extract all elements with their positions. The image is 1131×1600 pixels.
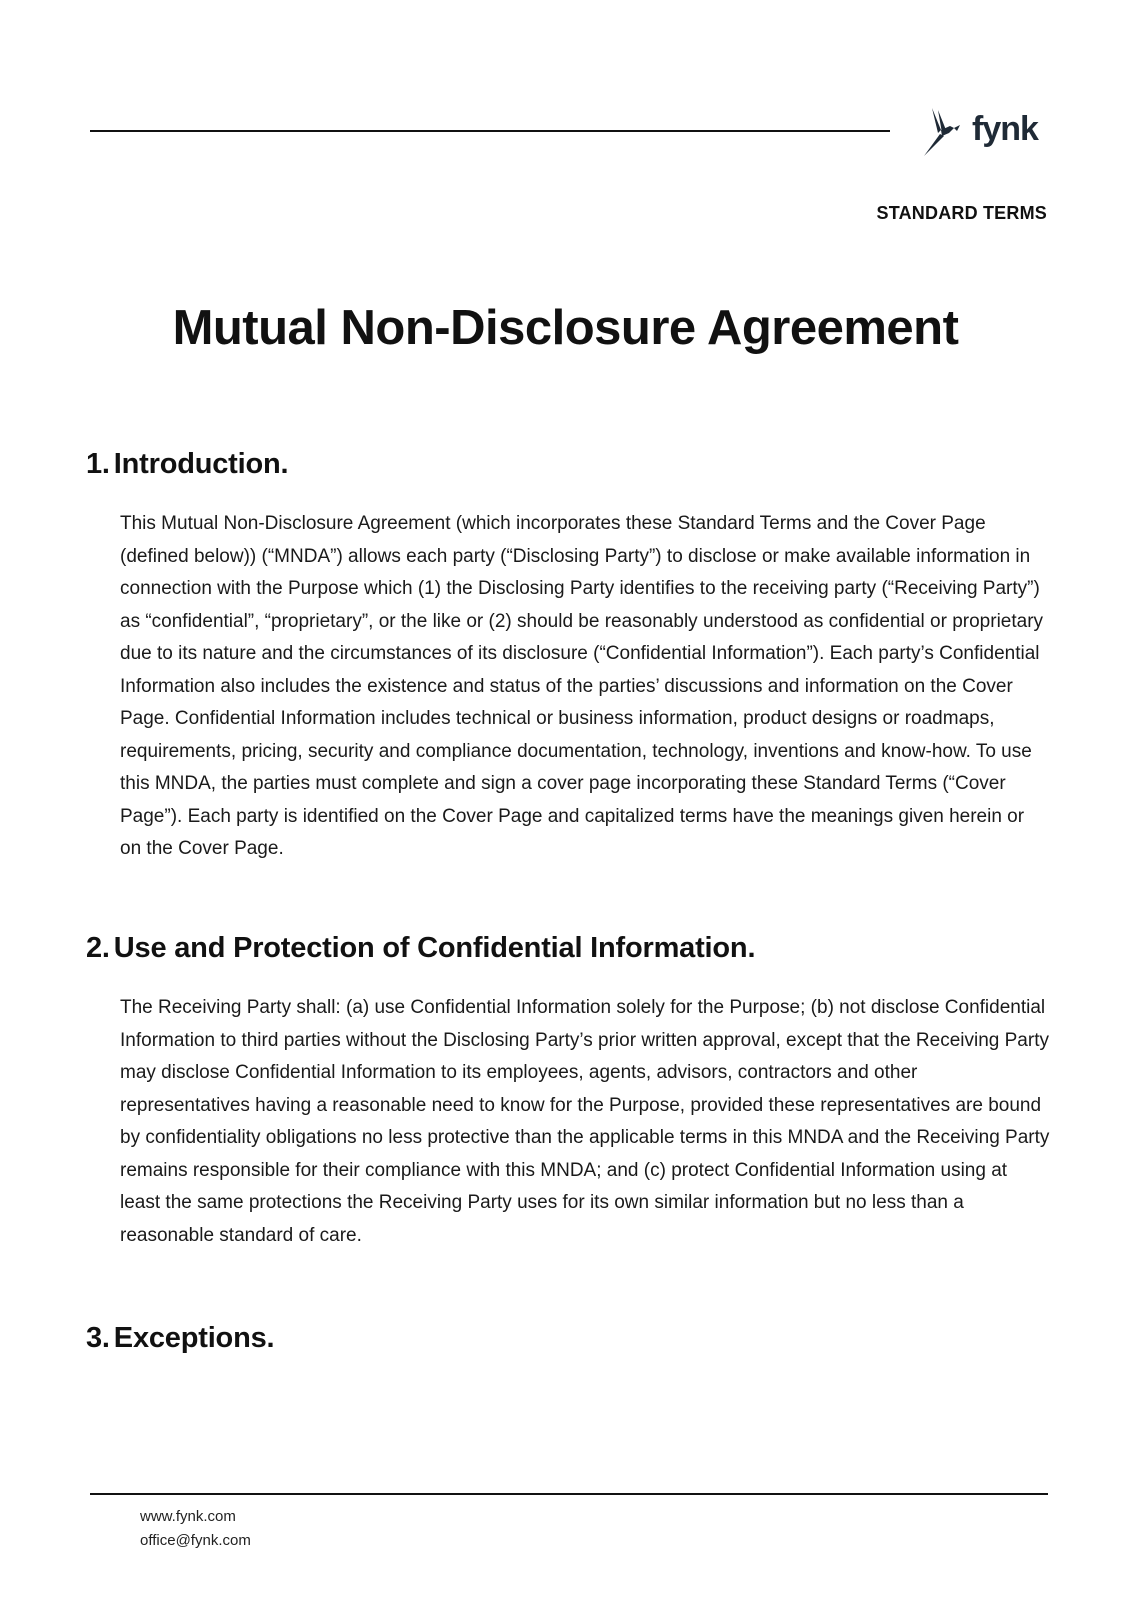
header-divider: [90, 130, 890, 132]
section-title: Use and Protection of Confidential Information.: [113, 932, 756, 964]
document-title: Mutual Non-Disclosure Agreement: [172, 301, 959, 355]
fynk-bird-icon: [920, 106, 964, 158]
section-body-introduction: This Mutual Non-Disclosure Agreement (which incorporates these Standard Terms and the Cover Page (defined below)) (“MNDA”) allows each party (“Disclosing Party”) to disclose or make available information in connection with the Purpose which (1) the Disclosing Party identifies to the receiving party (“Receiving Party”) as “confidential”, “proprietary”, or the like or (2) should be reasonably understood as confidential or proprietary due to its nature and the circumstances of its disclosure (“Confidential Information”). Each party’s Confidential Information also includes the existence and status of the parties’ discussions and information on the Cover Page. Confidential Information includes technical or business information, product designs or roadmaps, requirements, pricing, security and compliance documentation, technology, inventions and know-how. To use this MNDA, the parties must complete and sign a cover page incorporating these Standard Terms (“Cover Page”). Each party is identified on the Cover Page and capitalized terms have the meanings given herein or on the Cover Page.: [120, 513, 1044, 859]
section-title: Introduction.: [113, 448, 289, 480]
section-number: 3.: [86, 1322, 110, 1354]
section-number: 2.: [86, 932, 110, 964]
footer-divider: [90, 1493, 1048, 1495]
fynk-logo: [920, 106, 1038, 158]
section-heading-exceptions: [86, 1322, 274, 1355]
section-heading-use-and-protection: [86, 932, 755, 965]
document-type-label: STANDARD TERMS: [876, 203, 1047, 223]
logo-wordmark: fynk: [972, 110, 1038, 148]
footer: [140, 1505, 251, 1553]
section-title: Exceptions.: [113, 1322, 275, 1354]
footer-website: www.fynk.com: [140, 1508, 236, 1525]
section-number: 1.: [86, 448, 110, 480]
section-heading-introduction: [86, 448, 288, 481]
section-body-use-and-protection: The Receiving Party shall: (a) use Confidential Information solely for the Purpose; (b) not disclose Confidential Information to third parties without the Disclosing Party’s prior written approval, except that the Receiving Party may disclose Confidential Information to its employees, agents, advisors, contractors and other representatives having a reasonable need to know for the Purpose, provided these representatives are bound by confidentiality obligations no less protective than the applicable terms in this MNDA and the Receiving Party remains responsible for their compliance with this MNDA; and (c) protect Confidential Information using at least the same protections the Receiving Party uses for its own similar information but no less than a reasonable standard of care.: [120, 997, 1050, 1246]
footer-email: office@fynk.com: [140, 1532, 251, 1549]
